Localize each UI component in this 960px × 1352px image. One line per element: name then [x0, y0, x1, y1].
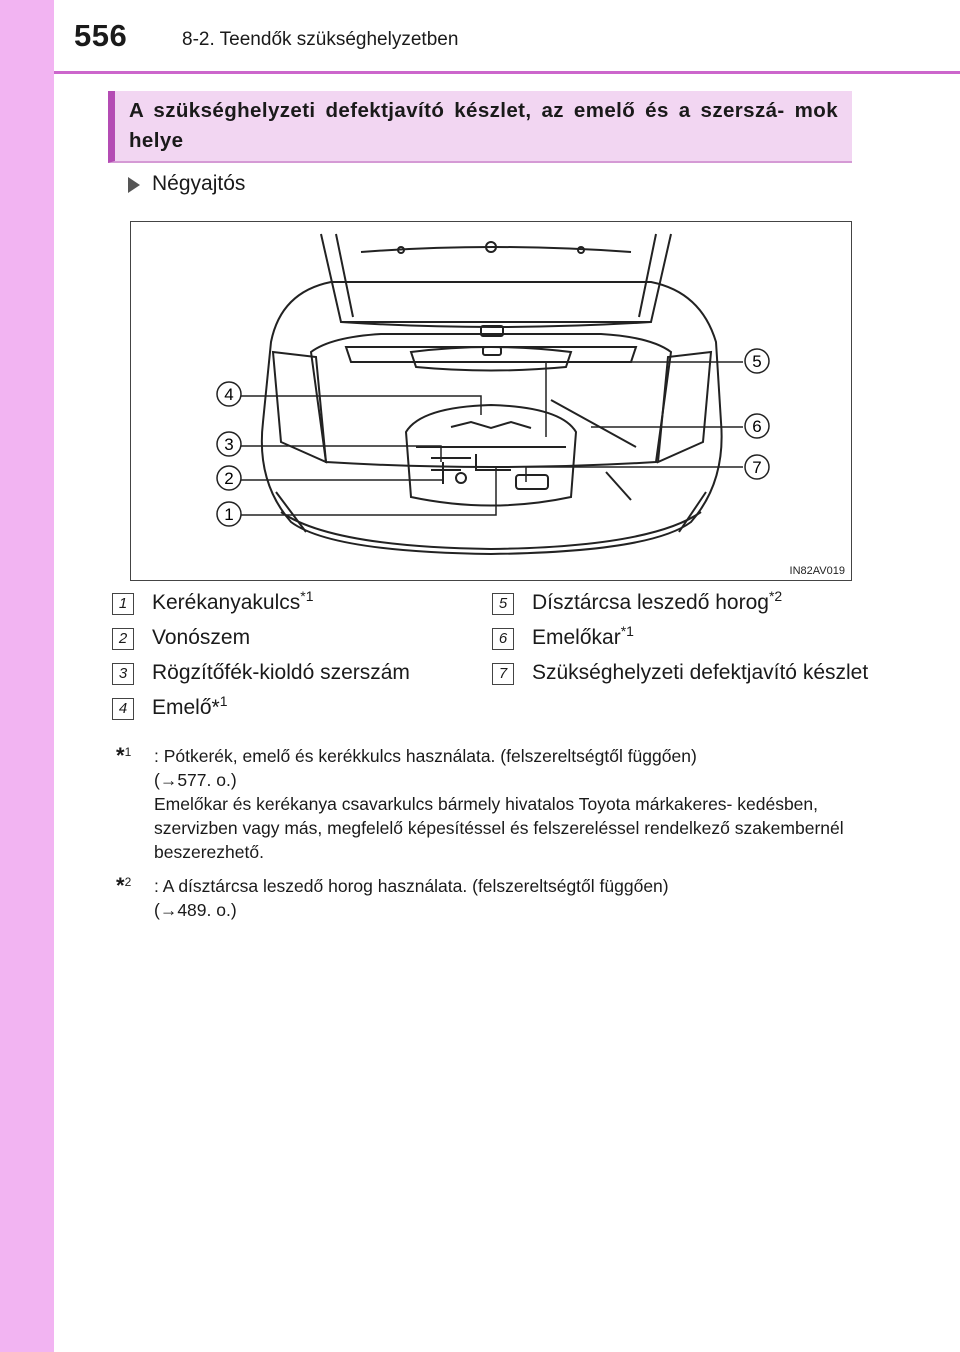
svg-text:3: 3	[224, 435, 234, 454]
legend-footnote-ref: 1	[219, 693, 228, 709]
variant-row	[128, 172, 245, 196]
variant-label: Négyajtós	[152, 172, 246, 195]
legend-number: 7	[492, 663, 514, 685]
legend-label: Dísztárcsa leszedő horog	[532, 591, 769, 614]
side-color-band	[0, 0, 54, 1352]
legend-item-1	[112, 590, 492, 616]
callout-5	[745, 349, 769, 373]
footnote-line: : A dísztárcsa leszedő horog használata. (felszereltségtől függően)	[154, 876, 669, 896]
legend-number: 5	[492, 593, 514, 615]
legend-label: Emelő*	[152, 696, 220, 719]
legend-footnote-ref: *1	[300, 588, 314, 604]
svg-text:1: 1	[224, 505, 234, 524]
svg-text:2: 2	[224, 469, 234, 488]
footnote-marker: *$^2$	[116, 873, 132, 898]
legend-footnote-ref: *1	[620, 623, 634, 639]
legend-number: 4	[112, 698, 134, 720]
callout-4	[217, 382, 241, 406]
page-number: 556	[74, 18, 128, 53]
legend-footnote-ref: *2	[768, 588, 783, 604]
svg-text:5: 5	[752, 352, 762, 371]
legend-item-5	[492, 590, 872, 616]
legend-number: 1	[112, 593, 134, 615]
footnote-line: (→577. o.)	[154, 770, 237, 790]
legend-label: Rögzítőfék-kioldó szerszám	[152, 661, 410, 684]
legend-label: Kerékanyakulcs	[152, 591, 301, 614]
trunk-illustration	[130, 221, 852, 581]
legend-item-7	[492, 660, 872, 686]
legend-left-column	[112, 590, 492, 730]
legend-label: Vonószem	[152, 626, 251, 649]
footnotes	[116, 744, 856, 932]
footnote-1	[116, 744, 856, 864]
footnote-line: Emelőkar és kerékanya csavarkulcs bármely hivatalos Toyota márkakeres- kedésben, szervizben vagy más, megfelelő képesítéssel és felszereléssel rendelkező szakembernél beszerezhető.	[154, 794, 844, 862]
section-heading-box	[108, 91, 852, 163]
footnote-2	[116, 874, 856, 922]
callout-7	[745, 455, 769, 479]
running-head: 8-2. Teendők szükséghelyzetben	[182, 29, 459, 50]
legend-number: 6	[492, 628, 514, 650]
section-title: A szükséghelyzeti defektjavító készlet, az emelő és a szerszá- mok helye	[129, 99, 838, 152]
car-trunk-drawing	[131, 222, 852, 581]
svg-text:4: 4	[224, 385, 234, 404]
legend-label: Emelőkar	[532, 626, 621, 649]
legend-item-2	[112, 625, 492, 651]
legend-item-6	[492, 625, 872, 651]
legend-label: Szükséghelyzeti defektjavító készlet	[532, 661, 869, 684]
svg-text:7: 7	[752, 458, 762, 477]
callout-6	[745, 414, 769, 438]
triangle-bullet-icon	[128, 177, 140, 193]
legend-number: 3	[112, 663, 134, 685]
callout-1	[217, 502, 241, 526]
callout-3	[217, 432, 241, 456]
header-rule	[54, 71, 960, 74]
footnote-line: (→489. o.)	[154, 900, 237, 920]
legend-number: 2	[112, 628, 134, 650]
legend-right-column	[492, 590, 872, 695]
legend-item-4	[112, 695, 492, 721]
svg-text:6: 6	[752, 417, 762, 436]
callout-2	[217, 466, 241, 490]
footnote-marker: *$^1$	[116, 743, 132, 768]
figure-code: IN82AV019	[789, 565, 845, 577]
footnote-line: : Pótkerék, emelő és kerékkulcs használata. (felszereltségtől függően)	[154, 746, 697, 766]
legend-item-3	[112, 660, 492, 686]
